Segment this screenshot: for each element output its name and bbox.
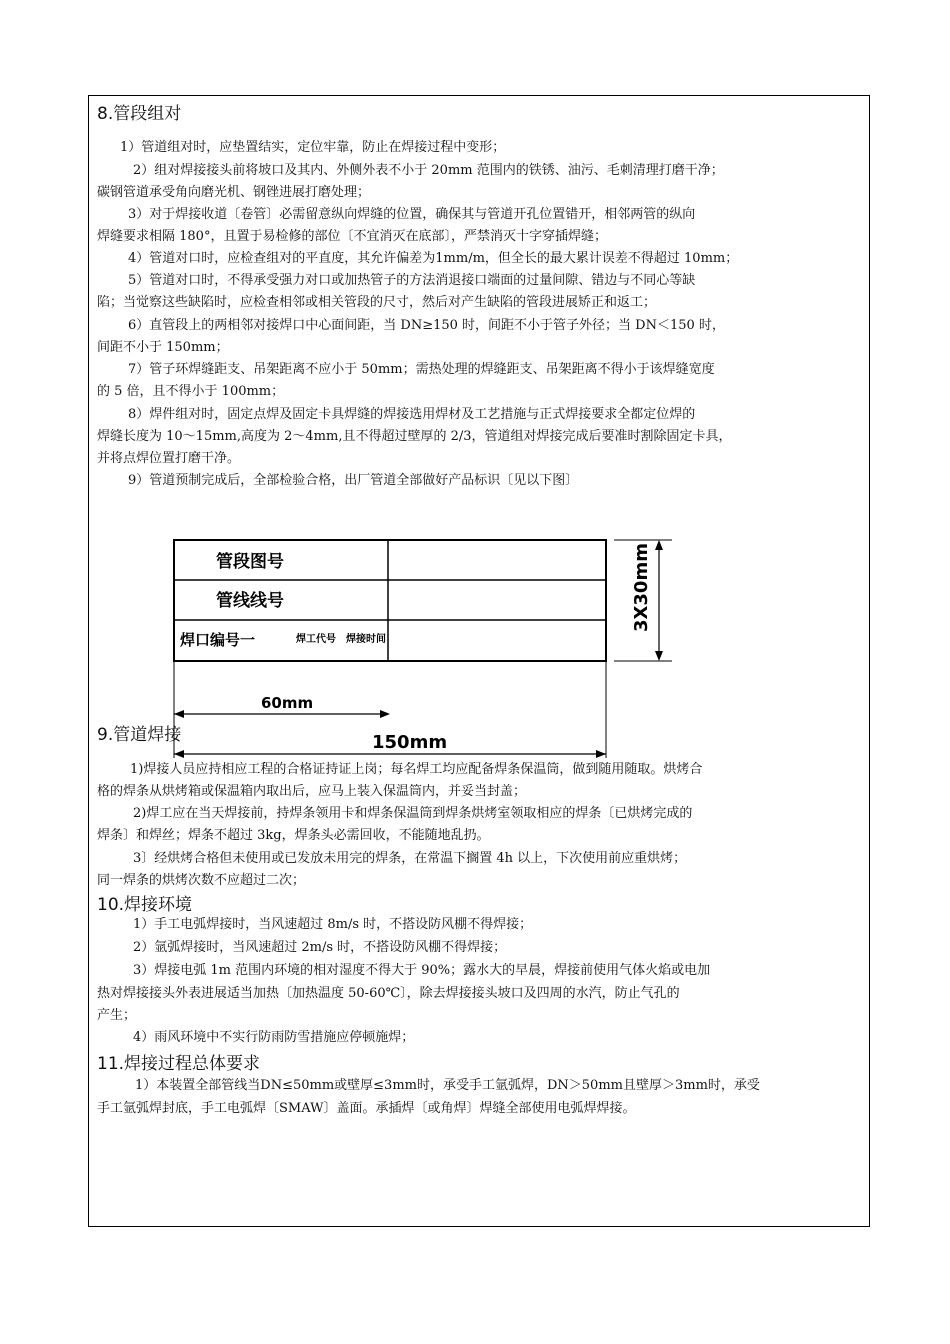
section-8-title: 8.管段组对 — [97, 104, 182, 124]
s8-line-3: 碳钢管道承受角向磨光机、钢锉进展打磨处理； — [97, 185, 371, 200]
dim-150-arrow-left — [174, 750, 184, 758]
s8-line-14: 焊缝长度为 10～15mm,高度为 2～4mm,且不得超过壁厚的 2/3，管道组对焊接完成后要准时割除固定卡具， — [97, 429, 732, 444]
s8-line-2: 2）组对焊接接头前将坡口及其内、外侧外表不小于 20mm 范围内的铁锈、油污、毛刺清理打磨干净； — [133, 163, 724, 178]
dim-60-arrow-left — [174, 710, 184, 718]
label-row-3-sub1: 焊工代号 — [296, 634, 336, 645]
height-dim-arrow-bottom — [655, 651, 663, 661]
s9-line-1: 1)焊接人员应持相应工程的合格证持证上岗；每名焊工均应配备焊条保温筒，做到随用随取。烘烤合 — [130, 762, 703, 777]
s8-line-9: 6）直管段上的两相邻对接焊口中心面间距，当 DN≥150 时，间距不小于管子外径；当 DN＜150 时， — [128, 318, 725, 333]
s11-line-2: 手工氩弧焊封底，手工电弧焊〔SMAW〕盖面。承插焊〔或角焊〕焊缝全部使用电弧焊焊接。 — [97, 1101, 636, 1116]
s10-line-6: 4）雨风环境中不实行防雨防雪措施应停顿施焊； — [133, 1030, 415, 1045]
s8-line-12: 的 5 倍，且不得小于 100mm； — [97, 384, 285, 399]
s8-line-1: 1）管道组对时，应垫置结实，定位牢靠，防止在焊接过程中变形； — [120, 140, 506, 155]
dim-150-label: 150mm — [372, 732, 448, 753]
s8-line-7: 5）管道对口时，不得承受强力对口或加热管子的方法消退接口端面的过量间隙、错边与不同心等缺 — [128, 273, 696, 288]
s8-line-6: 4）管道对口时，应检查组对的平直度，其允许偏差为1mm/m，但全长的最大累计误差不得超过 10mm； — [128, 251, 739, 266]
s9-line-2: 格的焊条从烘烤箱或保温箱内取出后，应马上装入保温筒内，并妥当封盖； — [97, 784, 527, 799]
s8-line-16: 9）管道预制完成后，全部检验合格，出厂管道全部做好产品标识〔见以下图〕 — [128, 473, 579, 488]
section-9-title: 9.管道焊接 — [97, 725, 182, 745]
dim-60-arrow-right — [380, 710, 390, 718]
s8-line-4: 3）对于焊接收道〔卷管〕必需留意纵向焊缝的位置，确保其与管道开孔位置错开，相邻两管的纵向 — [128, 207, 696, 222]
s8-line-10: 间距不小于 150mm； — [97, 340, 229, 355]
s9-line-6: 同一焊条的烘烤次数不应超过二次； — [97, 873, 306, 888]
s10-line-5: 产生； — [97, 1008, 137, 1023]
s9-line-5: 3〕经烘烤合格但未使用或已发放未用完的焊条，在常温下搁置 4h 以上，下次使用前应重烘烤； — [133, 851, 687, 866]
s10-line-4: 热对焊接接头外表进展适当加热〔加热温度 50-60℃〕，除去焊接接头坡口及四周的水汽，防止气孔的 — [97, 986, 680, 1001]
s11-line-1: 1）本装置全部管线当DN≤50mm或壁厚≤3mm时，承受手工氩弧焊，DN＞50mm且壁厚＞3mm时，承受 — [135, 1078, 760, 1093]
height-dim-arrow-top — [655, 540, 663, 550]
section-10-title: 10.焊接环境 — [97, 895, 193, 915]
label-row-3-main: 焊口编号一 — [180, 631, 256, 649]
s9-line-3: 2)焊工应在当天焊接前，持焊条领用卡和焊条保温筒到焊条烘烤室领取相应的焊条〔已烘烤完成的 — [133, 806, 693, 821]
product-label-diagram — [160, 530, 700, 770]
s8-line-13: 8）焊件组对时，固定点焊及固定卡具焊缝的焊接选用焊材及工艺措施与正式焊接要求全都定位焊的 — [128, 407, 696, 422]
s9-line-4: 焊条〕和焊丝；焊条不超过 3kg，焊条头必需回收，不能随地乱扔。 — [97, 828, 490, 843]
s8-line-5: 焊缝要求相隔 180°，且置于易检修的部位〔不宜消灭在底部〕，严禁消灭十字穿插焊缝； — [97, 229, 607, 244]
dim-60-label: 60mm — [261, 694, 314, 712]
s10-line-2: 2）氩弧焊接时，当风速超过 2m/s 时，不搭设防风棚不得焊接； — [133, 940, 507, 955]
label-row-2: 管线线号 — [216, 591, 284, 611]
s8-line-15: 并将点焊位置打磨干净。 — [97, 451, 241, 466]
section-11-title: 11.焊接过程总体要求 — [97, 1054, 261, 1074]
dim-150-arrow-right — [596, 750, 606, 758]
s8-line-8: 陷；当觉察这些缺陷时，应检查相邻或相关管段的尺寸，然后对产生缺陷的管段进展矫正和返工； — [97, 295, 657, 310]
s8-line-11: 7）管子环焊缝距支、吊架距离不应小于 50mm；需热处理的焊缝距支、吊架距离不得小于该焊缝宽度 — [128, 362, 715, 377]
s10-line-1: 1）手工电弧焊接时，当风速超过 8m/s 时，不搭设防风棚不得焊接； — [133, 917, 533, 932]
height-dim-label: 3X30mm — [631, 543, 652, 632]
label-row-1: 管段图号 — [216, 552, 284, 572]
label-row-3-sub2: 焊接时间 — [346, 634, 386, 645]
s10-line-3: 3）焊接电弧 1m 范围内环境的相对湿度不得大于 90%；露水大的早晨，焊接前使用气体火焰或电加 — [133, 963, 711, 978]
